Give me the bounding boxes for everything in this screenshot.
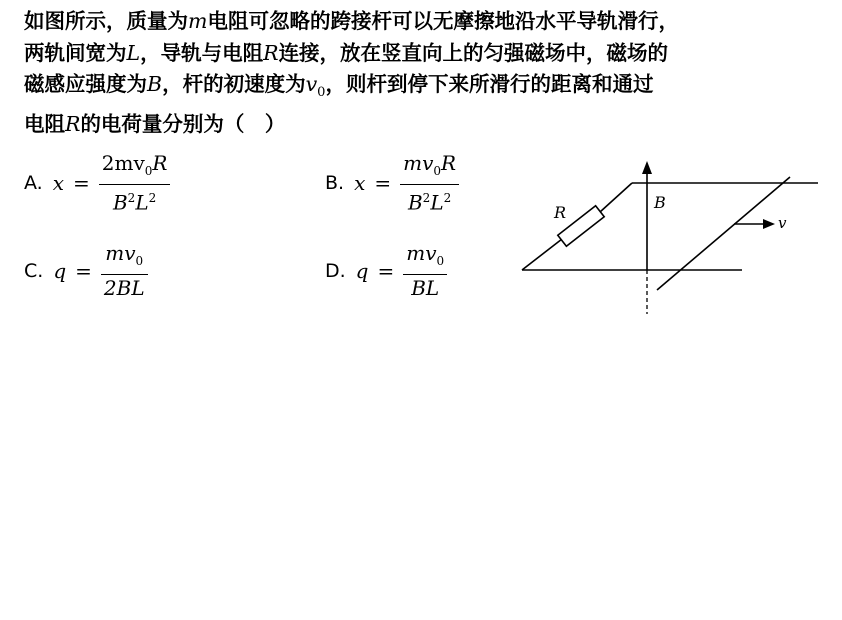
field-arrowhead [642,161,652,174]
question-line-4: 电阻R的电荷量分别为（ ） [24,111,286,136]
label-B: B [654,193,666,212]
mass-symbol: m [188,9,208,33]
option-a[interactable]: A. x = $\frac{2mv_0R}{B^2L^2}$ [24,150,170,216]
question-line-3: 磁感应强度为B，杆的初速度为$v_0$，则杆到停下来所滑行的距离和通过 [24,72,654,101]
left-wire-upper [600,183,632,212]
field-symbol: B [147,72,163,96]
resistor-symbol-2: R [65,111,81,136]
label-R: R [554,203,567,222]
option-c-fraction: $\frac{mv_0}{2BL}$ [101,240,148,301]
option-c[interactable]: C. q = $\frac{mv_0}{2BL}$ [24,240,148,301]
sliding-rod [657,177,790,290]
option-d-fraction: $\frac{mv_0}{BL}$ [403,240,447,301]
question-line-1: 如图所示，质量为m电阻可忽略的跨接杆可以无摩擦地沿水平导轨滑行， [24,9,679,33]
option-d[interactable]: D. q = $\frac{mv_0}{BL}$ [325,240,447,301]
rail-diagram [512,152,822,317]
resistor-symbol: R [263,40,279,65]
option-b[interactable]: B. x = $\frac{mv_0R}{B^2L^2}$ [325,150,459,216]
label-v: v [778,214,787,232]
option-a-fraction: $\frac{2mv_0R}{B^2L^2}$ [99,150,171,216]
question-stem [24,6,824,140]
left-wire-lower [522,239,562,270]
velocity-arrowhead [763,219,775,229]
option-b-fraction: $\frac{mv_0R}{B^2L^2}$ [400,150,459,216]
velocity-symbol: $v_0$ [305,72,326,101]
question-line-2: 两轨间宽为L，导轨与电阻R连接，放在竖直向上的匀强磁场中，磁场的 [24,40,669,65]
width-symbol: L [126,40,141,65]
